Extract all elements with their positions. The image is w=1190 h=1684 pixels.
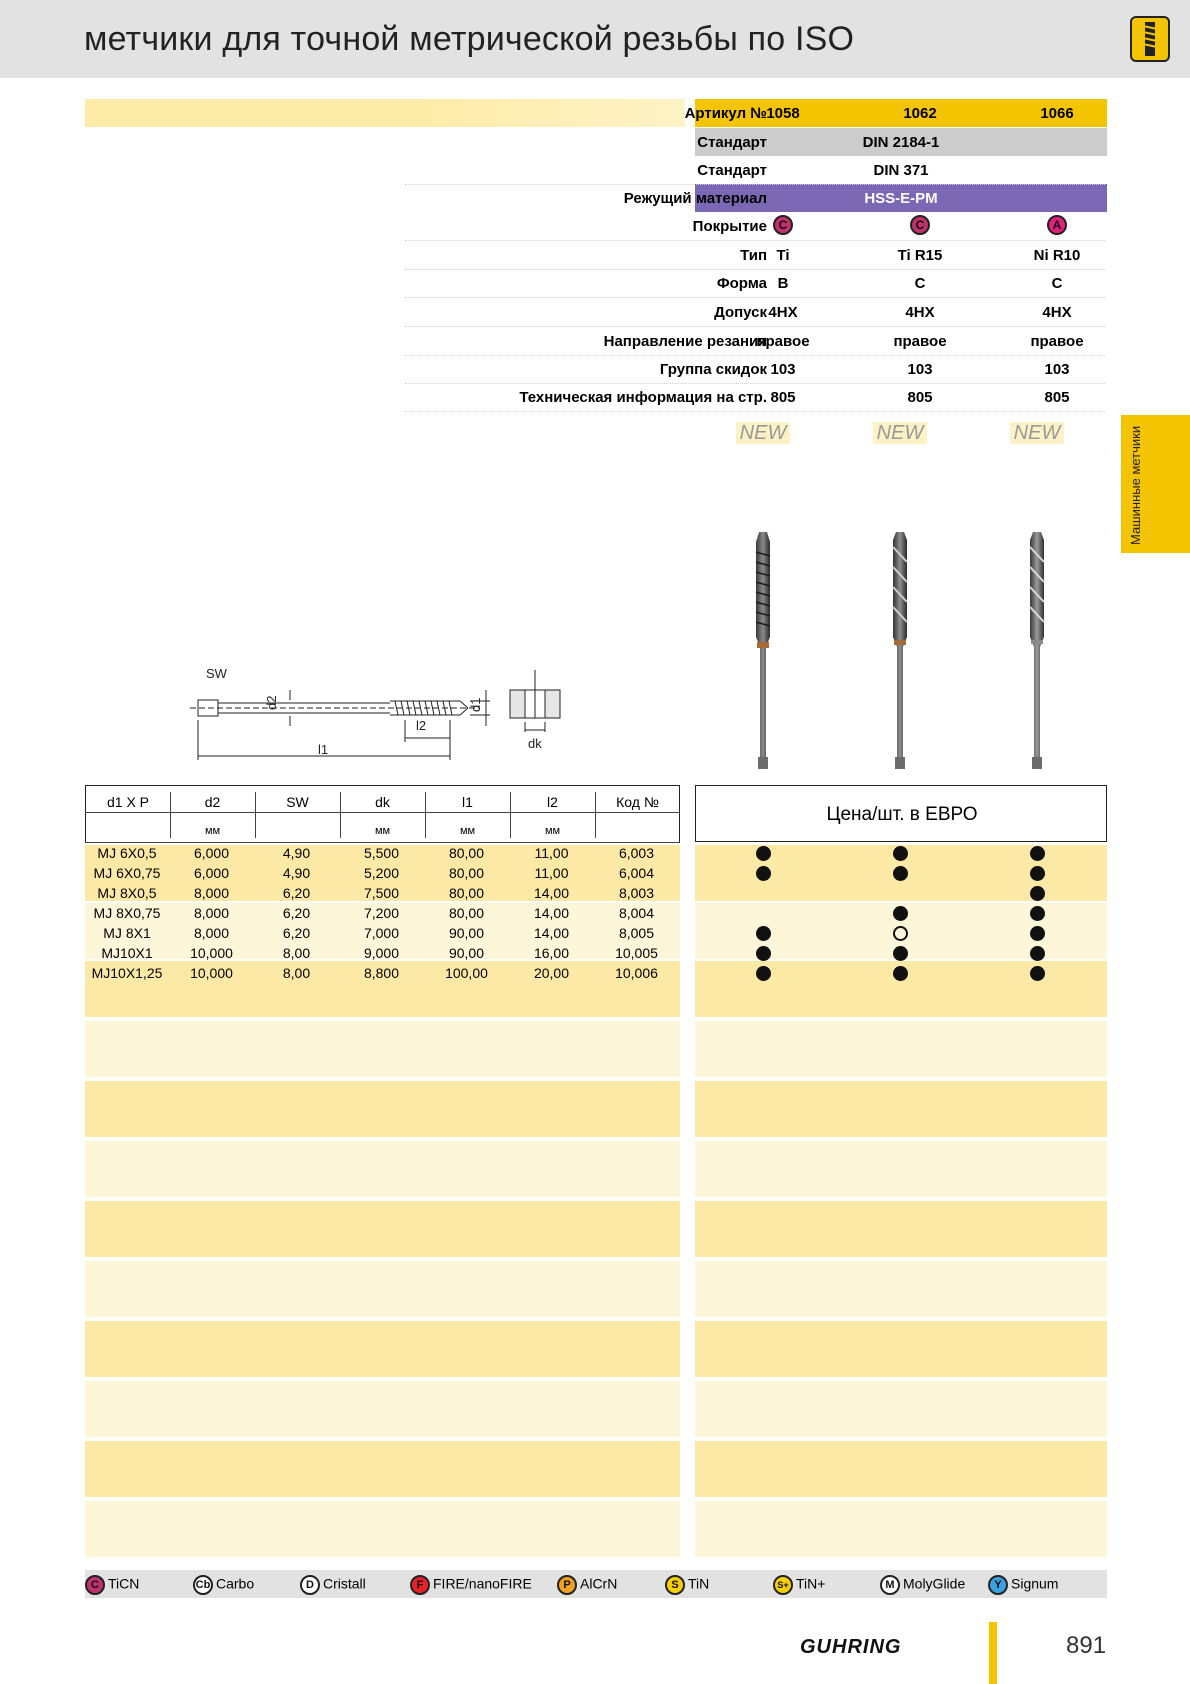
cell-code: 6,003 [618, 845, 655, 861]
cell-l1: 100,00 [445, 965, 488, 981]
cell-l1: 80,00 [448, 905, 485, 921]
cell-l1: 80,00 [448, 885, 485, 901]
availability-dot [893, 946, 908, 961]
spec-label: Направление резания [603, 333, 767, 350]
cell-code: 6,004 [618, 865, 655, 881]
coating-badge: C [910, 215, 930, 235]
price-header [695, 785, 1107, 842]
brand-logo: GUHRING [800, 1636, 902, 1658]
cell-dk: 8,800 [363, 965, 400, 981]
spec-label: Допуск [714, 304, 767, 321]
table-band [85, 1441, 680, 1497]
cell-sw: 6,20 [282, 885, 311, 901]
cell-l2: 14,00 [533, 905, 570, 921]
availability-dot [1030, 946, 1045, 961]
cell-size: MJ 8X0,5 [97, 885, 157, 901]
spec-label: Стандарт [697, 134, 767, 151]
spec-value: правое [756, 333, 810, 350]
table-band [85, 1201, 680, 1257]
cell-dk: 7,000 [363, 925, 400, 941]
cell-l2: 14,00 [533, 885, 570, 901]
availability-dot [893, 966, 908, 981]
divider [510, 792, 511, 838]
table-band [85, 1261, 680, 1317]
price-band [695, 1021, 1107, 1077]
tap-logo-icon [1130, 16, 1170, 62]
availability-dot [1030, 846, 1045, 861]
cell-sw: 8,00 [282, 945, 311, 961]
cell-l2: 16,00 [533, 945, 570, 961]
page-title: метчики для точной метрической резьбы по ISO [84, 20, 855, 58]
drawing-label-l2: l2 [416, 718, 427, 733]
divider [425, 792, 426, 838]
price-label: Цена/шт. в ЕВРО [826, 804, 978, 825]
cell-size: MJ10X1 [101, 945, 153, 961]
cell-l2: 11,00 [534, 845, 569, 861]
availability-dot [1030, 966, 1045, 981]
availability-open-dot [893, 926, 908, 941]
spec-value: 805 [770, 389, 796, 406]
spec-value: Ni R10 [1033, 247, 1081, 264]
cell-l1: 80,00 [448, 865, 485, 881]
cell-d2: 6,000 [193, 845, 230, 861]
cell-l2: 11,00 [534, 865, 569, 881]
spec-label: Тип [740, 247, 767, 264]
cell-l1: 80,00 [448, 845, 485, 861]
column-header: d1 X P [106, 794, 150, 810]
cell-sw: 6,20 [282, 925, 311, 941]
table-row [85, 843, 680, 863]
tap-1058-image [750, 532, 776, 772]
cell-d2: 8,000 [193, 905, 230, 921]
spec-value: HSS-E-PM [864, 190, 938, 207]
legend-item: C TiCN [85, 1575, 139, 1595]
availability-dot [1030, 886, 1045, 901]
cell-sw: 4,90 [282, 865, 311, 881]
drawing-label-d2: d2 [264, 695, 279, 710]
divider [595, 792, 596, 838]
availability-dot [1030, 906, 1045, 921]
cell-l2: 14,00 [533, 925, 570, 941]
spec-value: 4HX [905, 304, 935, 321]
cell-l1: 90,00 [448, 925, 485, 941]
table-row [85, 943, 680, 963]
table-row [85, 963, 680, 983]
column-unit: мм [204, 825, 221, 837]
coating-f-icon: F [410, 1575, 430, 1595]
cell-code: 8,005 [618, 925, 655, 941]
cell-dk: 9,000 [363, 945, 400, 961]
divider [405, 411, 1105, 412]
coating-c-icon: C [85, 1575, 105, 1595]
spec-value: правое [1030, 333, 1084, 350]
spec-row-direction [85, 327, 1107, 355]
column-header: SW [286, 794, 309, 810]
spec-value: правое [893, 333, 947, 350]
footer-accent-bar [989, 1622, 997, 1684]
availability-dot [893, 846, 908, 861]
spec-value: DIN 2184-1 [862, 134, 940, 151]
legend-item: M MolyGlide [880, 1575, 965, 1595]
spec-row-tech-info [85, 383, 1107, 411]
spec-value: Ti [776, 247, 790, 264]
spec-label: Техническая информация на стр. [519, 389, 767, 406]
cell-l1: 90,00 [448, 945, 485, 961]
article-number: 1066 [1040, 105, 1074, 122]
availability-dot [756, 966, 771, 981]
spec-value: 103 [770, 361, 796, 378]
section-tab-label: Машинные метчики [1128, 425, 1143, 545]
cell-code: 10,005 [615, 945, 658, 961]
legend-item: D Cristall [300, 1575, 366, 1595]
cell-d2: 10,000 [190, 965, 233, 981]
availability-dot [1030, 866, 1045, 881]
table-band [85, 1021, 680, 1077]
drawing-label-sw: SW [206, 666, 227, 681]
cell-size: MJ 8X1 [103, 925, 151, 941]
cell-dk: 5,500 [363, 845, 400, 861]
coating-p-icon: P [557, 1575, 577, 1595]
cell-dk: 5,200 [363, 865, 400, 881]
cell-d2: 8,000 [193, 885, 230, 901]
availability-dot [756, 866, 771, 881]
spec-value: C [1051, 275, 1063, 292]
column-header: dk [375, 794, 390, 810]
price-band [695, 1381, 1107, 1437]
cell-dk: 7,500 [363, 885, 400, 901]
table-row [85, 903, 680, 923]
cell-d2: 10,000 [190, 945, 233, 961]
table-row [85, 863, 680, 883]
spec-value: C [914, 275, 926, 292]
new-tag: NEW [840, 422, 960, 445]
coating-m-icon: M [880, 1575, 900, 1595]
divider [340, 792, 341, 838]
cell-sw: 4,90 [282, 845, 311, 861]
coating-legend [85, 1570, 1107, 1598]
spec-row-discount [85, 355, 1107, 383]
spec-value: DIN 371 [873, 162, 929, 179]
cell-code: 8,004 [618, 905, 655, 921]
spec-label: Группа скидок [659, 361, 767, 378]
spec-value: 103 [1044, 361, 1070, 378]
legend-item: S+ TiN+ [773, 1575, 825, 1595]
page-header [0, 0, 1190, 78]
spec-label: Стандарт [697, 162, 767, 179]
cell-size: MJ 6X0,5 [97, 845, 157, 861]
cell-size: MJ 6X0,75 [93, 865, 161, 881]
spec-value: Ti R15 [897, 247, 943, 264]
table-row [85, 883, 680, 903]
availability-dot [893, 866, 908, 881]
coating-badge: C [773, 215, 793, 235]
divider [85, 812, 680, 813]
table-band [85, 1381, 680, 1437]
spec-value: 805 [1044, 389, 1070, 406]
cell-d2: 6,000 [193, 865, 230, 881]
cell-d2: 8,000 [193, 925, 230, 941]
coating-y-icon: Y [988, 1575, 1008, 1595]
article-number: 1062 [903, 105, 937, 122]
tap-1062-image [887, 532, 913, 772]
column-unit: мм [544, 825, 561, 837]
column-header: Код № [616, 794, 659, 810]
legend-item: Y Signum [988, 1575, 1058, 1595]
spec-label: Режущий материал [623, 190, 767, 207]
spec-row-standard-2 [85, 156, 1107, 184]
availability-dot [756, 926, 771, 941]
legend-item: F FIRE/nanoFIRE [410, 1575, 532, 1595]
price-band [695, 1441, 1107, 1497]
data-table-header [85, 785, 680, 842]
table-band [85, 1321, 680, 1377]
cell-size: MJ 8X0,75 [93, 905, 161, 921]
table-band [85, 1501, 680, 1557]
availability-dot [756, 946, 771, 961]
new-tag: NEW [703, 422, 823, 445]
divider [255, 792, 256, 838]
spec-row-form [85, 269, 1107, 297]
coating-s-plus-icon: S+ [773, 1575, 793, 1595]
column-header: d2 [204, 794, 221, 810]
spec-row-material [85, 184, 1107, 212]
spec-value: 4HX [768, 304, 798, 321]
price-band [695, 1321, 1107, 1377]
spec-value: 103 [907, 361, 933, 378]
spec-row-coating [85, 212, 1107, 240]
availability-dot [756, 846, 771, 861]
coating-badge: A [1047, 215, 1067, 235]
coating-s-icon: S [665, 1575, 685, 1595]
column-header: l1 [462, 794, 473, 810]
price-band [695, 1261, 1107, 1317]
price-band [695, 1501, 1107, 1557]
price-band [695, 1201, 1107, 1257]
spec-row-tolerance [85, 298, 1107, 326]
legend-item: Cb Carbo [193, 1575, 254, 1595]
drawing-label-d1: d1 [468, 697, 483, 712]
availability-dot [893, 906, 908, 921]
tap-technical-drawing [190, 660, 590, 770]
spec-value: 805 [907, 389, 933, 406]
page-number: 891 [1066, 1632, 1107, 1659]
cell-size: MJ10X1,25 [91, 965, 163, 981]
coating-d-icon: D [300, 1575, 320, 1595]
cell-code: 10,006 [615, 965, 658, 981]
cell-code: 8,003 [618, 885, 655, 901]
spec-value: 4HX [1042, 304, 1072, 321]
spec-row-type [85, 241, 1107, 269]
tap-1066-image [1024, 532, 1050, 772]
column-unit: мм [374, 825, 391, 837]
table-band [85, 1081, 680, 1137]
new-tag: NEW [977, 422, 1097, 445]
spec-label: Форма [716, 275, 767, 292]
price-band [695, 1141, 1107, 1197]
cell-sw: 8,00 [282, 965, 311, 981]
legend-item: P AlCrN [557, 1575, 617, 1595]
drawing-label-dk: dk [528, 736, 542, 751]
spec-label: Покрытие [692, 218, 767, 235]
price-band [695, 1081, 1107, 1137]
availability-dot [1030, 926, 1045, 941]
cell-l2: 20,00 [533, 965, 570, 981]
legend-item: S TiN [665, 1575, 709, 1595]
table-band [85, 1141, 680, 1197]
column-unit: мм [459, 825, 476, 837]
spec-row-article [85, 99, 1107, 127]
column-header: l2 [547, 794, 558, 810]
spec-row-standard-1 [85, 128, 1107, 156]
coating-cb-icon: Cb [193, 1575, 213, 1595]
spec-value: B [777, 275, 789, 292]
spec-label: Артикул № [684, 105, 767, 122]
divider [170, 792, 171, 838]
drawing-label-l1: l1 [318, 742, 329, 757]
cell-dk: 7,200 [363, 905, 400, 921]
cell-sw: 6,20 [282, 905, 311, 921]
table-row [85, 923, 680, 943]
article-number: 1058 [766, 105, 800, 122]
